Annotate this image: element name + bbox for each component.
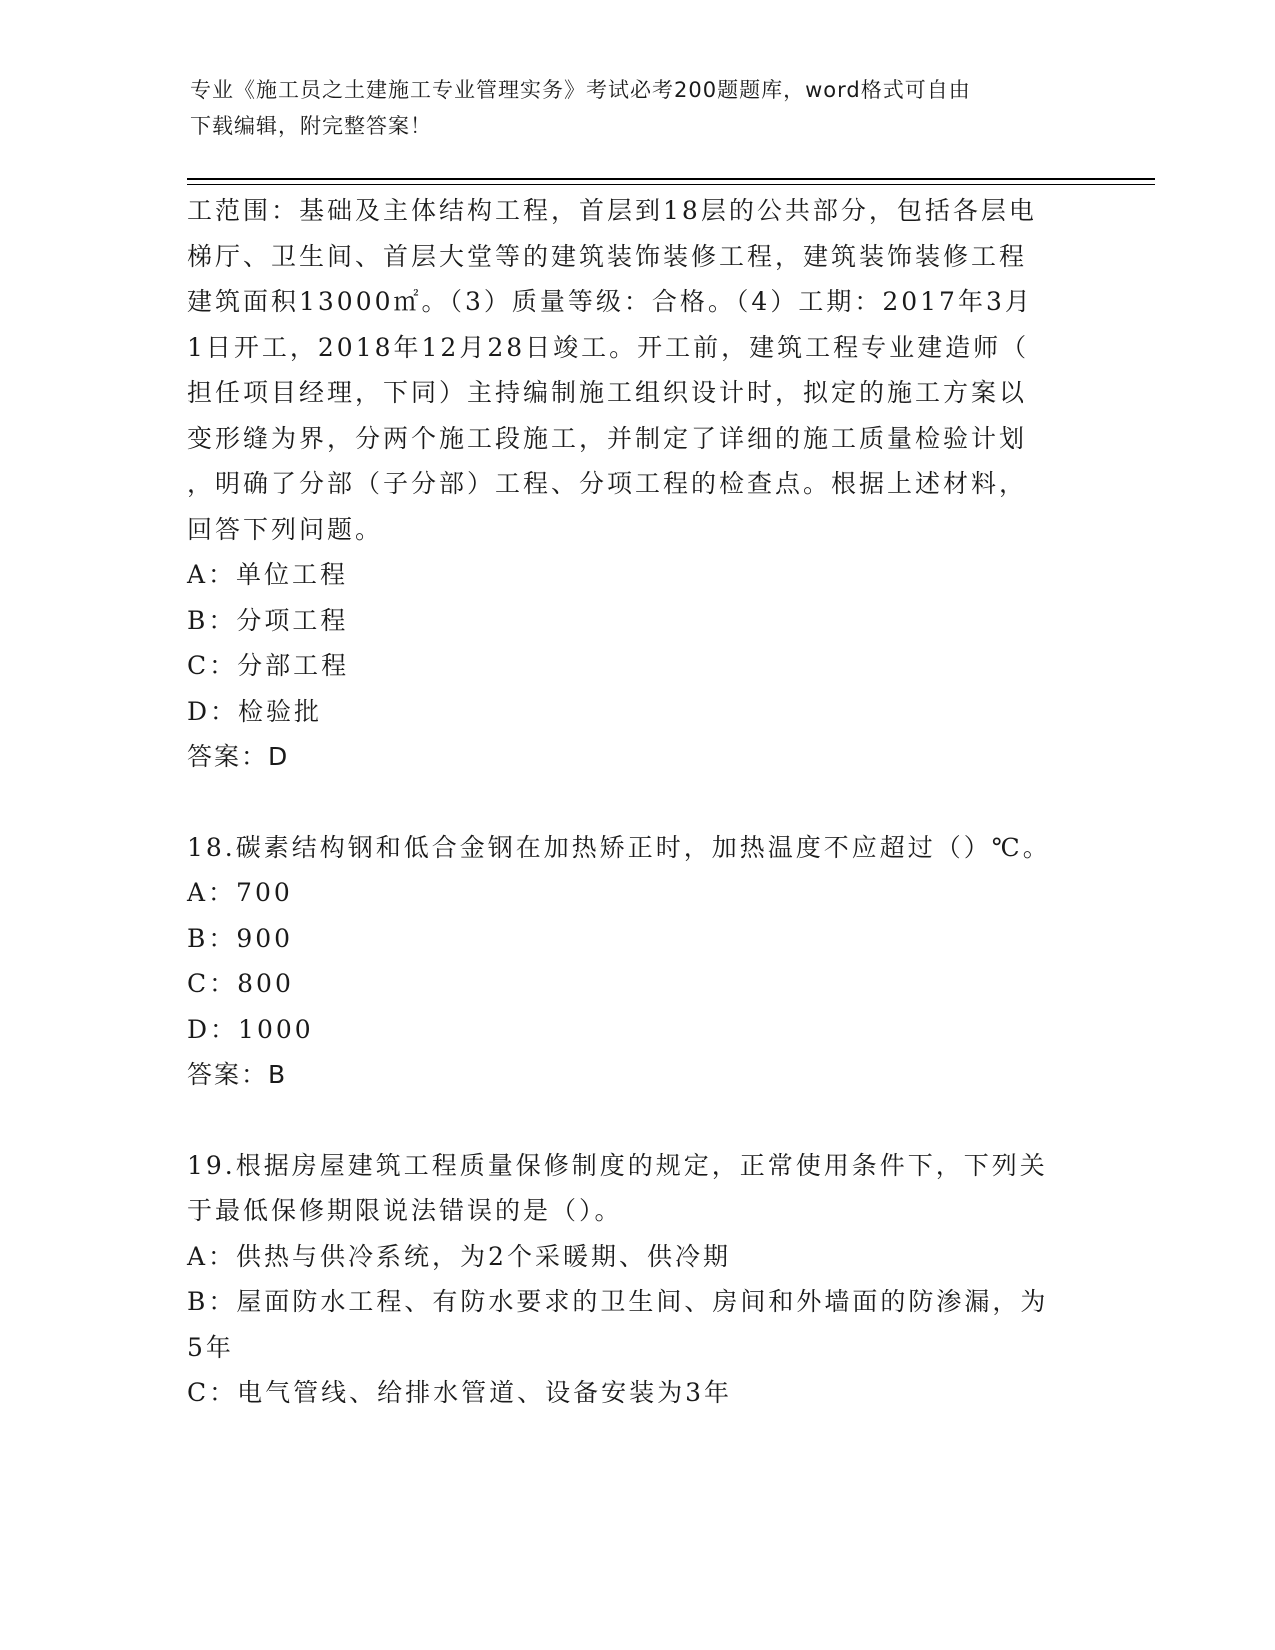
header-rule-thick [187,178,1155,180]
option-a: A：供热与供冷系统，为2个采暖期、供冷期 [187,1241,731,1271]
document-header [190,72,1070,144]
question-text-line: 1日开工，2018年12月28日竣工。开工前，建筑工程专业建造师（ [187,332,1030,362]
answer-label: 答案：D [187,742,290,771]
question-19 [187,1143,1077,1416]
option-d: D：1000 [187,1014,314,1044]
header-rule-thin [187,184,1155,185]
option-b-continued: 5年 [187,1332,234,1362]
option-c: C：分部工程 [187,651,350,680]
question-text-line: 18.碳素结构钢和低合金钢在加热矫正时，加热温度不应超过（）℃。 [187,832,1051,862]
question-text-line: 梯厅、卫生间、首层大堂等的建筑装饰装修工程，建筑装饰装修工程 [187,241,1028,271]
document-body [187,188,1077,1416]
option-a: A：单位工程 [187,560,349,589]
answer-label: 答案：B [187,1060,288,1089]
spacer [187,780,1077,825]
option-c: C：电气管线、给排水管道、设备安装为3年 [187,1378,733,1407]
spacer [187,1098,1077,1143]
question-text-line: 建筑面积13000㎡。（3）质量等级：合格。（4）工期：2017年3月 [187,287,1033,316]
question-text-line: 19.根据房屋建筑工程质量保修制度的规定，正常使用条件下，下列关 [187,1150,1048,1180]
question-text-line: 担任项目经理，下同）主持编制施工组织设计时，拟定的施工方案以 [187,378,1028,407]
question-text-line: 于最低保修期限说法错误的是（）。 [187,1196,623,1225]
question-17 [187,188,1077,780]
option-b: B：分项工程 [187,605,349,635]
option-a: A：700 [187,878,293,907]
option-b: B：屋面防水工程、有防水要求的卫生间、房间和外墙面的防渗漏，为 [187,1287,1049,1316]
option-b: B：900 [187,923,294,953]
question-18 [187,825,1077,1098]
question-text-line: ，明确了分部（子分部）工程、分项工程的检查点。根据上述材料， [187,469,1028,498]
option-c: C：800 [187,969,294,998]
question-text-line: 工范围：基础及主体结构工程，首层到18层的公共部分，包括各层电 [187,196,1037,225]
header-line-2: 下载编辑，附完整答案！ [190,114,432,138]
option-d: D：检验批 [187,696,323,726]
header-line-1: 专业《施工员之土建施工专业管理实务》考试必考200题题库，word格式可自由 [190,78,971,102]
question-text-line: 变形缝为界，分两个施工段施工，并制定了详细的施工质量检验计划 [187,423,1028,453]
question-text-line: 回答下列问题。 [187,514,384,544]
